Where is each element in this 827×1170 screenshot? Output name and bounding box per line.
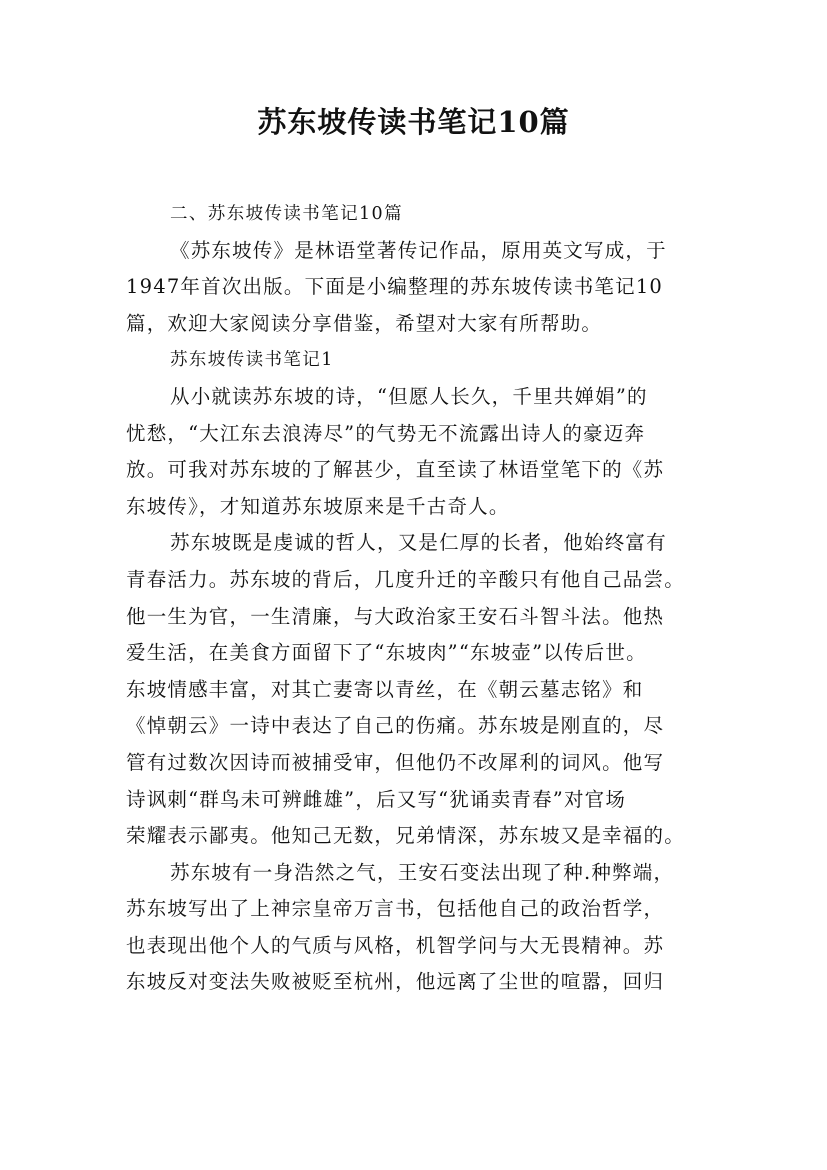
text-line: 二、苏东坡传读书笔记10篇: [170, 204, 403, 224]
text-line: 东坡传》，才知道苏东坡原来是千古奇人。: [126, 494, 510, 518]
document-body: [126, 196, 718, 1001]
document-title: 苏东坡传读书笔记10篇: [257, 105, 570, 139]
text-line: 青春活力。苏东坡的背后，几度升迁的辛酸只有他自己品尝。: [126, 567, 685, 591]
text-line: 也表现出他个人的气质与风格，机智学问与大无畏精神。苏: [126, 933, 665, 957]
text-line: 放。可我对苏东坡的了解甚少，直至读了林语堂笔下的《苏: [126, 458, 665, 482]
text-line: 苏东坡写出了上神宗皇帝万言书，包括他自己的政治哲学，: [126, 897, 665, 921]
text-line: 苏东坡既是虔诚的哲人，又是仁厚的长者，他始终富有: [170, 531, 667, 555]
text-line: 《悼朝云》一诗中表达了自己的伤痛。苏东坡是刚直的，尽: [126, 714, 665, 738]
text-line: 东坡反对变法失败被贬至杭州，他远离了尘世的喧嚣，回归: [126, 970, 665, 994]
text-line: 1947年首次出版。下面是小编整理的苏东坡传读书笔记10: [126, 275, 664, 299]
text-line: 管有过数次因诗而被捕受审，但他仍不改犀利的词风。他写: [126, 750, 665, 774]
text-line: 苏东坡有一身浩然之气，王安石变法出现了种.种弊端，: [170, 860, 675, 884]
text-line: 诗讽刺“群鸟未可辨雌雄”，后又写“犹诵卖青春”对官场: [126, 787, 627, 811]
text-line: 爱生活，在美食方面留下了“东坡肉”“东坡壶”以传后世。: [126, 641, 647, 665]
text-line: 荣耀表示鄙夷。他知己无数，兄弟情深，苏东坡又是幸福的。: [126, 824, 685, 848]
text-line: 从小就读苏东坡的诗，“但愿人长久，千里共婵娟”的: [170, 384, 648, 408]
text-line: 忧愁，“大江东去浪涛尽”的气势无不流露出诗人的豪迈奔: [126, 421, 646, 445]
text-line: 《苏东坡传》是林语堂著传记作品，原用英文写成，于: [170, 238, 667, 262]
text-line: 苏东坡传读书笔记1: [170, 350, 334, 371]
text-line: 他一生为官，一生清廉，与大政治家王安石斗智斗法。他热: [126, 604, 665, 628]
text-line: 东坡情感丰富，对其亡妻寄以青丝，在《朝云墓志铭》和: [126, 677, 644, 701]
text-line: 篇，欢迎大家阅读分享借鉴，希望对大家有所帮助。: [126, 311, 603, 335]
